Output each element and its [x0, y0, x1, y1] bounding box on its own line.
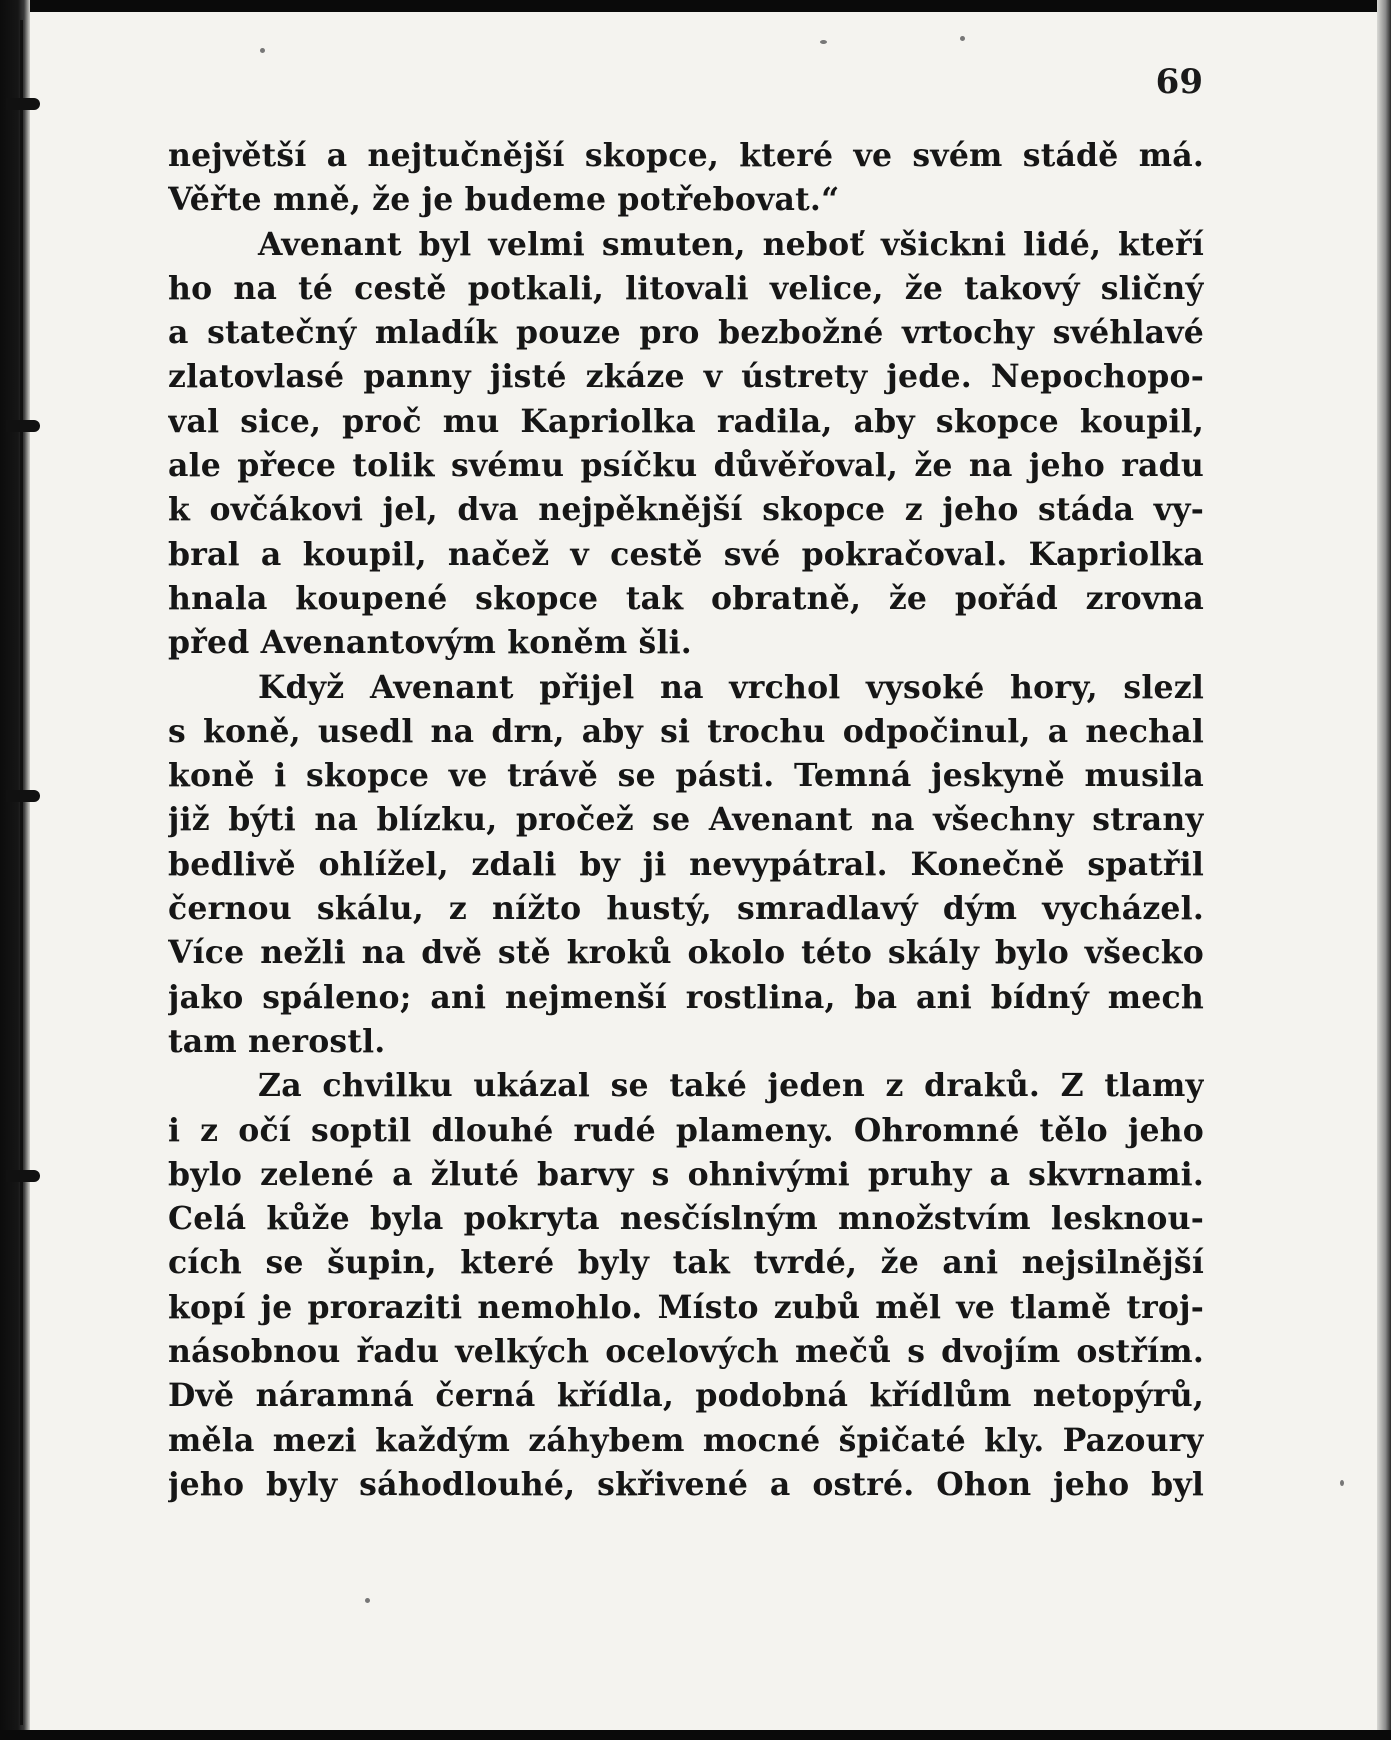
- text-line: hnala koupené skopce tak obratně, že pořád zrovna: [168, 579, 1204, 617]
- text-line: cích se šupin, které byly tak tvrdé, že ani nejsilnější: [168, 1244, 1204, 1282]
- text-line: val sice, proč mu Kapriolka radila, aby skopce koupil,: [168, 402, 1204, 440]
- text-line: největší a nejtučnější skopce, které ve svém stádě má.: [168, 137, 1204, 174]
- text-line: zlatovlasé panny jisté zkáze v ústrety jede. Nepochopo-: [168, 358, 1204, 396]
- text-line: Za chvilku ukázal se také jeden z draků. Z tlamy: [258, 1067, 1204, 1105]
- text-line: měla mezi každým záhybem mocné špičaté kly. Pazoury: [168, 1421, 1204, 1459]
- text-line: bedlivě ohlížel, zdali by ji nevypátral. Konečně spatřil: [168, 845, 1204, 883]
- paper-speck: [820, 40, 827, 44]
- page-number: 69: [1155, 62, 1203, 102]
- binding-notch: [6, 1170, 40, 1182]
- text-line: Avenant byl velmi smuten, neboť všickni lidé, kteří: [258, 225, 1204, 263]
- paper-speck: [960, 36, 965, 41]
- scan-edge-right: [1377, 0, 1391, 1740]
- text-line: před Avenantovým koněm šli.: [168, 624, 692, 662]
- text-line: a statečný mladík pouze pro bezbožné vrtochy svéhlavé: [168, 314, 1204, 352]
- text-line: tam nerostl.: [168, 1022, 386, 1060]
- paper-speck: [260, 48, 265, 53]
- binding-notch: [6, 790, 40, 802]
- text-line: kopí je proraziti nemohlo. Místo zubů měl ve tlamě troj-: [168, 1288, 1204, 1326]
- text-line: jako spáleno; ani nejmenší rostlina, ba ani bídný mech: [168, 978, 1204, 1016]
- scan-edge-top: [0, 0, 1391, 12]
- text-line: Věřte mně, že je budeme potřebovat.“: [168, 181, 840, 219]
- text-line: černou skálu, z nížto hustý, smradlavý dým vycházel.: [168, 890, 1204, 928]
- binding-notch: [6, 420, 40, 432]
- text-line: násobnou řadu velkých ocelových mečů s dvojím ostřím.: [168, 1333, 1204, 1371]
- text-line: k ovčákovi jel, dva nejpěknější skopce z jeho stáda vy-: [168, 491, 1204, 529]
- text-line: Více nežli na dvě stě kroků okolo této skály bylo všecko: [168, 934, 1204, 972]
- text-line: i z očí soptil dlouhé rudé plameny. Ohromné tělo jeho: [168, 1111, 1204, 1149]
- text-line: ale přece tolik svému psíčku důvěřoval, že na jeho radu: [168, 447, 1204, 485]
- binding-notch: [6, 98, 40, 110]
- text-line: již býti na blízku, pročež se Avenant na všechny strany: [168, 801, 1204, 839]
- text-line: Když Avenant přijel na vrchol vysoké hory, slezl: [258, 668, 1204, 706]
- text-line: bral a koupil, načež v cestě své pokračoval. Kapriolka: [168, 535, 1204, 573]
- text-line: ho na té cestě potkali, litovali velice, že takový sličný: [168, 269, 1204, 307]
- binding-line: [20, 20, 23, 1725]
- scan-edge-left: [0, 0, 30, 1740]
- text-line: koně i skopce ve trávě se pásti. Temná jeskyně musila: [168, 757, 1204, 795]
- text-line: Celá kůže byla pokryta nesčíslným množstvím lesknou-: [168, 1200, 1204, 1238]
- paper-speck: [365, 1598, 370, 1603]
- paper-speck: [1340, 1480, 1344, 1486]
- text-line: s koně, usedl na drn, aby si trochu odpočinul, a nechal: [168, 712, 1204, 750]
- text-line: bylo zelené a žluté barvy s ohnivými pruhy a skvrnami.: [168, 1155, 1204, 1193]
- text-line: Dvě náramná černá křídla, podobná křídlům netopýrů,: [168, 1377, 1204, 1415]
- body-text: [168, 134, 1204, 1507]
- scan-edge-bottom: [0, 1730, 1391, 1740]
- text-line: jeho byly sáhodlouhé, skřivené a ostré. Ohon jeho byl: [168, 1465, 1204, 1503]
